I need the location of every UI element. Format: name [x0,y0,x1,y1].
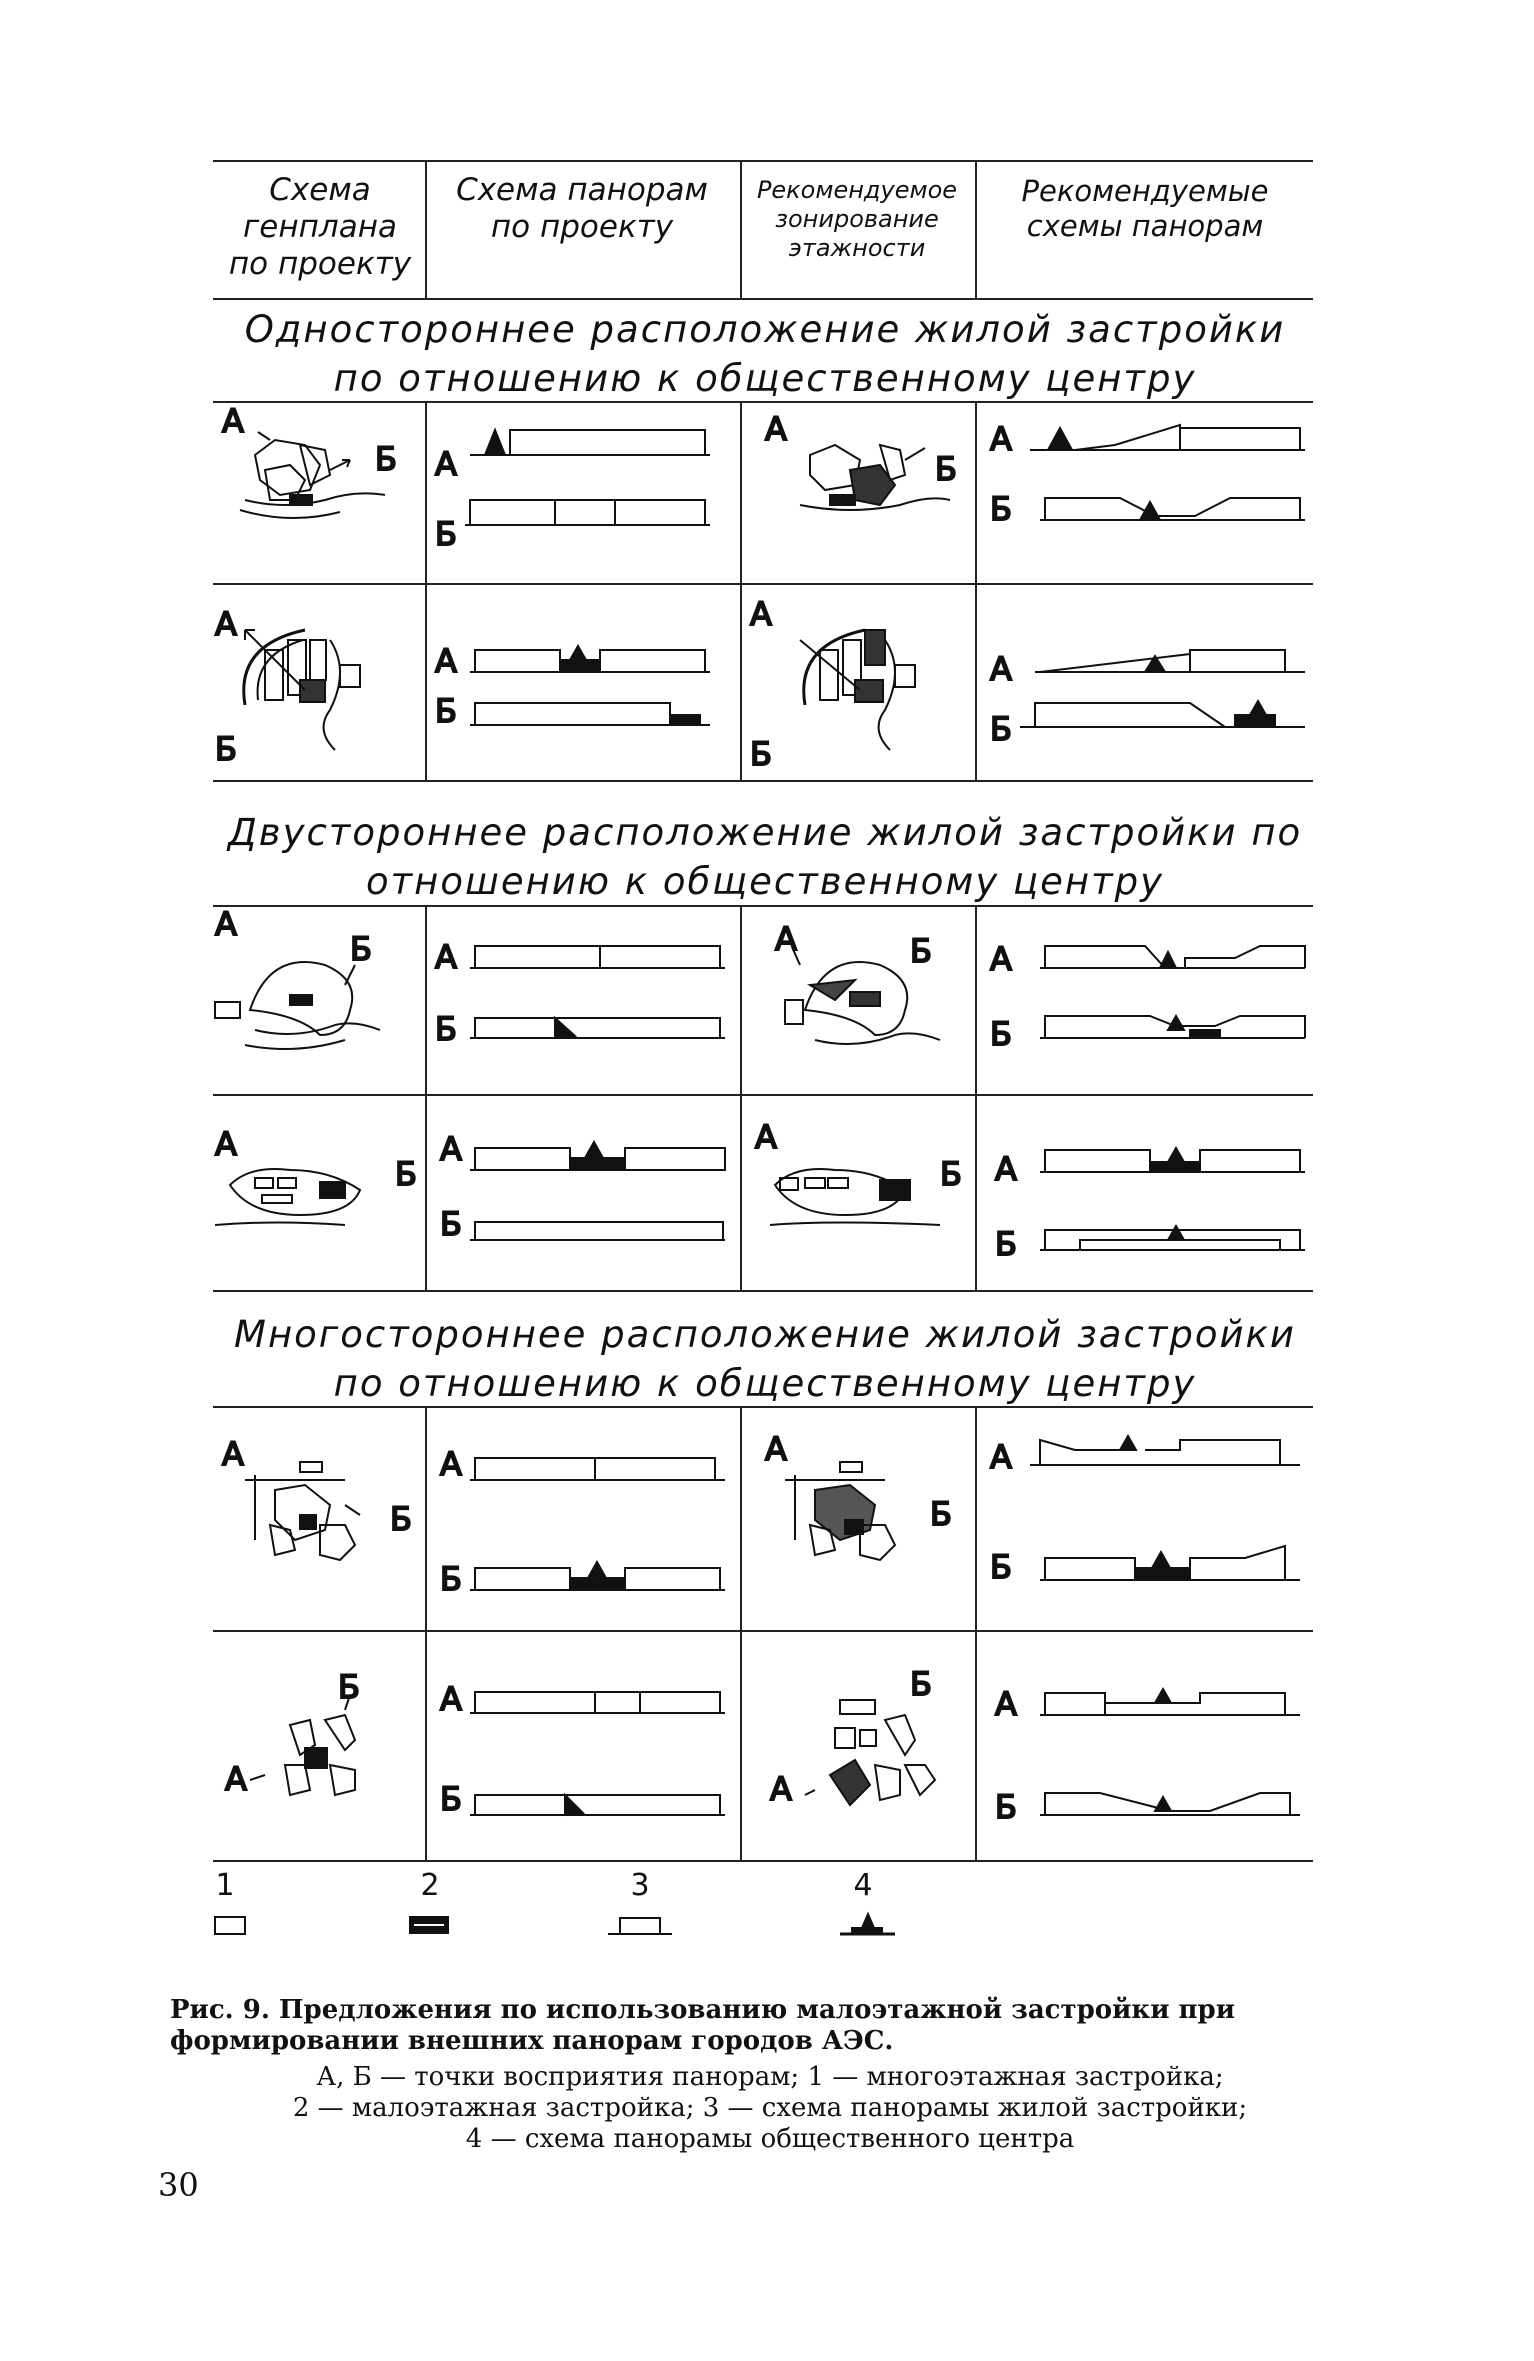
point-b-label: Б [375,440,397,478]
panorama-scheme [435,430,710,553]
genplan-map [244,630,360,750]
svg-text:Б: Б [995,1788,1017,1826]
svg-text:Б: Б [935,450,957,488]
svg-text:Б: Б [215,730,237,768]
svg-text:А: А [435,445,457,483]
svg-text:А: А [990,420,1012,458]
svg-text:Б: Б [440,1780,462,1818]
svg-text:А: А [750,595,772,633]
recommended-panorama [995,1685,1300,1826]
section-title-two-sided: Двустороннее расположение жилой застройки по отношению к общественному центру [227,811,1303,903]
genplan-map [240,432,385,518]
legend-symbol-multistorey [215,1917,245,1934]
svg-text:Б: Б [350,930,372,968]
svg-text:А: А [755,1118,777,1156]
svg-text:Б: Б [435,692,457,730]
svg-text:А: А [440,1130,462,1168]
svg-text:А: А [225,1760,247,1798]
svg-text:А: А [215,1125,237,1163]
header-panoramas: Схема панорам по проекту [456,172,708,246]
svg-text:Б: Б [338,1668,360,1706]
genplan-map [245,1462,360,1560]
figure-caption-title: Рис. 9. Предложения по использованию малоэтажной застройки при формировании внешних панорам городов АЭС. [170,1995,1236,2056]
genplan-map [215,1169,360,1225]
svg-text:А: А [215,905,237,943]
svg-text:А: А [765,410,787,448]
svg-text:А: А [440,1680,462,1718]
panorama-scheme [440,1680,725,1818]
legend-number: 4 [853,1868,873,1903]
svg-text:А: А [215,605,237,643]
svg-text:Б: Б [910,1665,932,1703]
zoning-map [805,1700,935,1805]
legend-number: 2 [420,1868,440,1903]
zoning-map [800,445,950,510]
recommended-panorama [990,420,1305,528]
svg-text:А: А [435,938,457,976]
svg-text:Б: Б [390,1500,412,1538]
recommended-panorama [990,650,1305,748]
section-title-one-sided: Одностороннее расположение жилой застройки по отношению к общественному центру [244,308,1286,400]
svg-text:А: А [765,1430,787,1468]
legend-symbols [215,1914,895,1934]
svg-text:Б: Б [995,1225,1017,1263]
figure-caption-legend: 4 — схема панорамы общественного центра [465,2124,1075,2154]
zoning-map [785,1462,895,1560]
svg-text:А: А [770,1770,792,1808]
svg-text:Б: Б [435,515,457,553]
svg-text:А: А [995,1685,1017,1723]
page-number: 30 [158,2166,199,2204]
svg-text:Б: Б [435,1010,457,1048]
legend-symbol-residential-panorama [620,1918,660,1934]
svg-text:Б: Б [440,1560,462,1598]
svg-text:Б: Б [990,1015,1012,1053]
svg-text:А: А [775,920,797,958]
panorama-scheme [440,1130,725,1243]
panorama-scheme [440,1445,725,1598]
svg-text:Б: Б [940,1155,962,1193]
header-zoning: Рекомендуемое зонирование этажности [756,176,958,262]
figure-caption-legend: 2 — малоэтажная застройка; 3 — схема панорамы жилой застройки; [292,2093,1248,2123]
legend-symbol-center-panorama [840,1914,895,1934]
recommended-panorama [990,940,1305,1053]
svg-text:А: А [435,642,457,680]
panorama-scheme [435,642,710,730]
section-title-multi-sided: Многостороннее расположение жилой застройки по отношению к общественному центру [234,1313,1296,1405]
figure-caption-legend: А, Б — точки восприятия панорам; 1 — многоэтажная застройка; [316,2062,1224,2092]
legend-number: 3 [630,1868,650,1903]
zoning-map [800,630,915,750]
genplan-map [215,962,380,1049]
svg-text:А: А [440,1445,462,1483]
svg-text:А: А [995,1150,1017,1188]
svg-text:Б: Б [930,1495,952,1533]
svg-text:А: А [990,940,1012,978]
svg-text:А: А [222,1435,244,1473]
recommended-panorama [995,1148,1305,1263]
svg-text:Б: Б [990,1548,1012,1586]
svg-text:А: А [990,650,1012,688]
svg-text:Б: Б [440,1205,462,1243]
svg-text:Б: Б [750,735,772,773]
svg-text:Б: Б [990,490,1012,528]
svg-text:Б: Б [990,710,1012,748]
legend-number: 1 [215,1868,235,1903]
genplan-map [250,1695,355,1795]
header-recommended-panoramas: Рекомендуемые схемы панорам [1021,174,1269,243]
svg-text:Б: Б [910,932,932,970]
header-genplan: Схема генплана по проекту [228,172,412,283]
zoning-map [770,1169,940,1225]
point-a-label: А [222,402,244,440]
recommended-panorama [990,1436,1300,1586]
panorama-scheme [435,938,725,1048]
svg-text:Б: Б [395,1155,417,1193]
svg-text:А: А [990,1438,1012,1476]
